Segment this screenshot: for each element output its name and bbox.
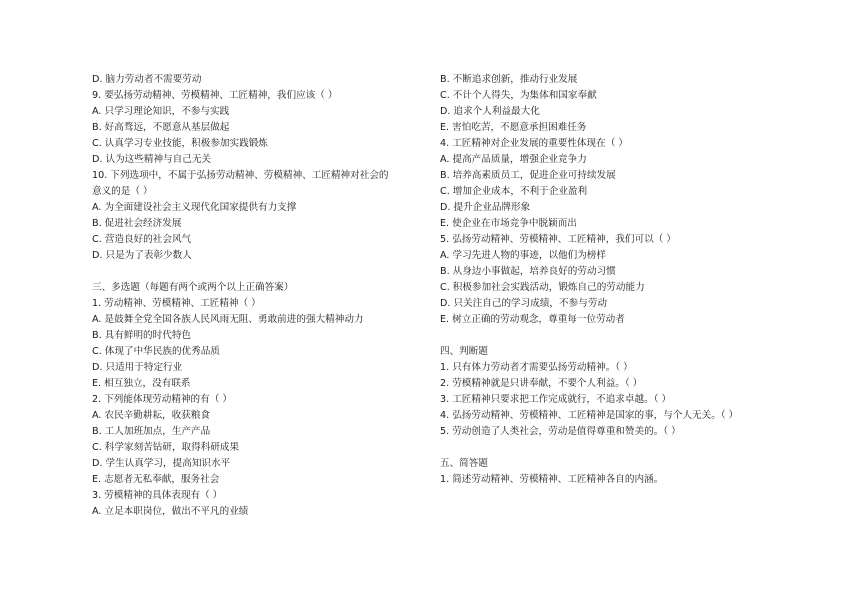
text-line: 5. 劳动创造了人类社会，劳动是值得尊重和赞美的。（ ） — [440, 426, 681, 437]
text-line: B. 从身边小事做起，培养良好的劳动习惯 — [440, 266, 616, 277]
text-line: 2. 劳模精神就是只讲奉献，不要个人利益。（ ） — [440, 378, 643, 389]
text-line: D. 脑力劳动者不需要劳动 — [92, 74, 202, 85]
text-line: B. 具有鲜明的时代特色 — [92, 330, 192, 341]
spacer — [92, 264, 430, 280]
text-line: 5. 弘扬劳动精神、劳模精神、工匠精神，我们可以（ ） — [440, 234, 676, 245]
text-line: B. 工人加班加点，生产产品 — [92, 426, 211, 437]
left-column — [92, 72, 430, 520]
text-line: A. 立足本职岗位，做出不平凡的业绩 — [92, 506, 249, 517]
text-line: 3. 劳模精神的具体表现有（ ） — [92, 490, 223, 501]
text-line: C. 科学家刻苦钻研，取得科研成果 — [92, 442, 240, 453]
text-line: 1. 只有体力劳动者才需要弘扬劳动精神。（ ） — [440, 362, 633, 373]
text-line: C. 积极参加社会实践活动，锻炼自己的劳动能力 — [440, 282, 645, 293]
text-line: 10. 下列选项中，不属于弘扬劳动精神、劳模精神、工匠精神对社会的 — [92, 170, 389, 181]
text-line: 3. 工匠精神只要求把工作完成就行，不追求卓越。（ ） — [440, 394, 672, 405]
text-line: D. 只是为了表彰少数人 — [92, 250, 192, 261]
text-line: 五、简答题 — [440, 458, 488, 469]
text-line: D. 只关注自己的学习成绩，不参与劳动 — [440, 298, 607, 309]
text-line: C. 不计个人得失，为集体和国家奉献 — [440, 90, 597, 101]
text-line: 意义的是（ ） — [92, 186, 153, 197]
text-line: B. 促进社会经济发展 — [92, 218, 182, 229]
text-line: D. 提升企业品牌形象 — [440, 202, 531, 213]
text-line: E. 使企业在市场竞争中脱颖而出 — [440, 218, 577, 229]
text-line: 1. 劳动精神、劳模精神、工匠精神（ ） — [92, 298, 261, 309]
text-line: 9. 要弘扬劳动精神、劳模精神、工匠精神，我们应该（ ） — [92, 90, 338, 101]
text-line: E. 志愿者无私奉献，服务社会 — [92, 474, 220, 485]
text-line: E. 树立正确的劳动观念，尊重每一位劳动者 — [440, 314, 625, 325]
spacer — [440, 440, 780, 456]
text-line: 4. 工匠精神对企业发展的重要性体现在（ ） — [440, 138, 628, 149]
text-line: A. 农民辛勤耕耘，收获粮食 — [92, 410, 211, 421]
text-line: A. 为全面建设社会主义现代化国家提供有力支撑 — [92, 202, 297, 213]
text-line: 1. 简述劳动精神、劳模精神、工匠精神各自的内涵。 — [440, 474, 664, 485]
text-line: D. 只适用于特定行业 — [92, 362, 183, 373]
text-line: C. 增加企业成本，不利于企业盈利 — [440, 186, 588, 197]
text-line: B. 培养高素质员工，促进企业可持续发展 — [440, 170, 616, 181]
text-line: A. 是鼓舞全党全国各族人民风雨无阻、勇敢前进的强大精神动力 — [92, 314, 364, 325]
text-line: A. 只学习理论知识，不参与实践 — [92, 106, 230, 117]
text-line: C. 体现了中华民族的优秀品质 — [92, 346, 220, 357]
text-line: A. 学习先进人物的事迹，以他们为榜样 — [440, 250, 606, 261]
text-line: 2. 下列能体现劳动精神的有（ ） — [92, 394, 232, 405]
text-line: C. 营造良好的社会风气 — [92, 234, 192, 245]
text-line: B. 不断追求创新，推动行业发展 — [440, 74, 578, 85]
right-column — [440, 72, 780, 488]
text-line: 三、多选题（每题有两个或两个以上正确答案） — [92, 282, 294, 293]
text-line: D. 追求个人利益最大化 — [440, 106, 540, 117]
text-line: C. 认真学习专业技能，积极参加实践锻炼 — [92, 138, 268, 149]
text-line: D. 学生认真学习，提高知识水平 — [92, 458, 231, 469]
text-line: D. 认为这些精神与自己无关 — [92, 154, 212, 165]
text-line: A. 提高产品质量，增强企业竞争力 — [440, 154, 587, 165]
text-line: B. 好高骛远，不愿意从基层做起 — [92, 122, 230, 133]
text-line: E. 害怕吃苦，不愿意承担困难任务 — [440, 122, 587, 133]
text-line: E. 相互独立，没有联系 — [92, 378, 191, 389]
text-line: 4. 弘扬劳动精神、劳模精神、工匠精神是国家的事，与个人无关。（ ） — [440, 410, 739, 421]
spacer — [440, 328, 780, 344]
text-line: 四、判断题 — [440, 346, 488, 357]
